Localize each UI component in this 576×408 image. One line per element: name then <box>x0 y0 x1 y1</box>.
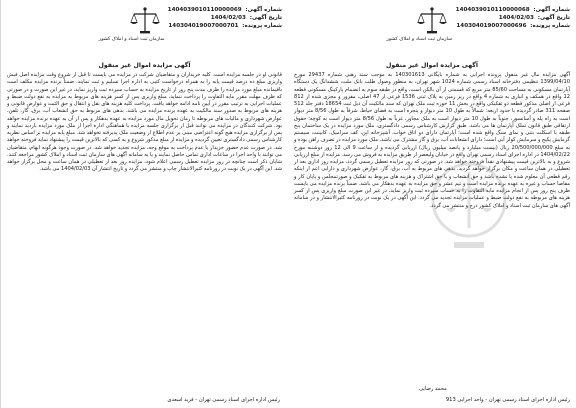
registry-emblem <box>386 6 452 43</box>
notice-meta <box>168 6 282 30</box>
file-number-row <box>456 22 570 30</box>
signature-name: محمد رضایی <box>419 386 447 392</box>
notice-footer: رئیس اداره اجرای اسناد رسمی تهران - فرید اسعدی <box>167 397 280 403</box>
scales-of-justice-icon <box>416 6 448 36</box>
ad-number-value: 1404039010110000069 <box>167 7 242 13</box>
ad-date-label: تاریخ آگهی: <box>249 15 282 21</box>
left-notice-sheet <box>0 0 286 408</box>
emblem-caption: سازمان ثبت اسناد و املاک کشور <box>98 37 165 42</box>
notice-title: آگهی مزایده اموال غیر منقول <box>98 62 191 69</box>
notice-header <box>7 4 282 62</box>
notice-body-text: آگهی مزایده مال غیر منقول پرونده اجرایی به شماره بایگانی 140301613 به موجب سند رهنی شماره 29437 مورخ 1399/04/10 تنظیمی دفترخانه اسناد رسمی شماره 1024 شهر تهران، به منظور وصول طلب بانک ملت، ششدانگ یک دستگاه آپارتمان مسکونی به مساحت 85/60 متر مربع که قسمتی از آن بالکن است، واقع در طبقه سوم به انضمام پارکینگ مسکونی قطعه 12 واقع در همکف و انباری به شماره 4 واقع در زیر زمین به پلاک ثبتی 1536 فرعی از 47 اصلی، مفروز و مجزی شده از 812 فرعی از اصلی مذکور قطعه دو تفکیکی واقع در بخش 11 حوزه ثبت ملک تهران که سند مالکیت آن ذیل ثبت 18654 دفتر جلد 512 صفحه 311 صادر گردیده با حدود اربعه: شمالاً به طول 10 متر دیوار و پنجره است به فضای حیاط، شرقاً به طول 8/56 متر دیوار است به راه پله و آسانسور، جنوباً به طول 10 متر دیوار است به ملک مجاور، غرباً به طول 8/56 متر دیوار است به کوچه؛ حقوق ارتفاقی طبق قانون تملک آپارتمان ها می باشد. طبق گزارش کارشناس رسمی دادگستری، ملک مورد مزایده در یک ساختمان پنج طبقه با اسکلت بتنی و نمای سنگ واقع شده است؛ آپارتمان دارای دو اتاق خواب، آشپزخانه اپن، کف سرامیک، کابینت، سیستم گرمایش پکیج و سرمایش کولر آبی است؛ دارای انشعابات آب، برق و گاز مشترک می باشد. ملک مورد مزایده در تصرف راهن بوده و به مبلغ 20/500/000/000 ریال (بیست میلیارد و پانصد میلیون ریال) ارزیابی گردیده و از ساعت 9 الی 12 روز دوشنبه مورخ 1404/02/22 در اداره اجرای اسناد رسمی تهران واقع در خیابان ولیعصر از طریق مزایده به فروش می رسد. مزایده از مبلغ ارزیابی شروع و به بالاترین قیمت پیشنهادی نقداً فروخته خواهد شد. در صورتی که روز مزایده تعطیل رسمی گردد، مزایده روز اداری بعد از تعطیلی در همان ساعت و مکان برگزار خواهد گردید. بدهی های مربوط به آب، برق، گاز، عوارض شهرداری و دارایی اعم از اینکه رقم قطعی آن معلوم شده یا نشده باشد و حق انشعاب و یا حق اشتراک و هزینه های مربوط به تفکیک و صورتمجلس و پایان کار و مفاصا حساب و غیره به عهده برنده مزایده است و نیم عشر و حق مزایده به عهده بدهکار می باشد. ضمناً برنده مزایده می بایست ظرف پنج روز پس از انجام مزایده مابه التفاوت را به حساب سپرده ثبت واریز نماید، در غیر این صورت مبلغ واریزی پس از کسر هزینه های مربوطه به نفع دولت ضبط و عملیات مزایده تجدید می گردد. این آگهی در یک نوبت در روزنامه کثیرالانتشار و در سامانه آگهی های سازمان ثبت اسناد و املاک کشور درج و منتشر می گردد. <box>294 72 571 209</box>
file-number-label: شماره پرونده: <box>530 23 570 29</box>
file-number-row <box>168 22 282 30</box>
ad-number-row <box>168 6 282 14</box>
ad-number-row <box>456 6 570 14</box>
ad-date-value: 1404/02/03 <box>498 15 534 21</box>
ad-date-row <box>456 14 570 22</box>
file-number-label: شماره پرونده: <box>242 23 282 29</box>
scales-of-justice-icon <box>129 6 161 36</box>
file-number-value: 140304019007000696 <box>456 23 527 29</box>
right-notice-sheet <box>290 0 576 408</box>
ad-number-value: 1404039010110000068 <box>455 7 530 13</box>
ad-date-value: 1404/02/03 <box>210 15 246 21</box>
notice-footer: رئیس اداره اجرای اسناد رسمی تهران - واحد اجرایی 913 <box>445 397 570 403</box>
file-number-value: 140304019007000701 <box>168 23 239 29</box>
ad-date-label: تاریخ آگهی: <box>537 15 570 21</box>
ad-number-label: شماره آگهی: <box>533 7 570 13</box>
notice-header <box>294 4 570 62</box>
notice-body-text: قانونی او در جلسه مزایده است. کلیه خریداران و متقاضیان شرکت در مزایده می بایست تا قبل از شروع وقت مزایده اصل فیش واریزی مبلغ ده درصد قیمت پایه را به همراه درخواست کتبی به اداره اجرا تسلیم و ثبت نمایند. ضمناً برنده مزایده مکلف است باقیمانده مبلغ مورد مزایده را ظرف مدت پنج روز از تاریخ مزایده به حساب سپرده ثبت واریز نماید، در غیر این صورت و در صورتی که ظرف مهلت مقرر مابه التفاوت را پرداخت ننماید، مبلغ واریزی پس از کسر هزینه های مربوط به مزایده به نفع دولت ضبط و عملیات اجرایی به ترتیب مقرر در آیین نامه ادامه خواهد یافت. پرداخت کلیه هزینه های نقل و انتقال و حق الثبت و عوارض قانونی و هزینه های مربوط به صدور سند مالکیت به عهده برنده مزایده می باشد. بدهی های مربوط به حق انشعاب آب، برق، گاز، تلفن، عوارض شهرداری و مالیات های مربوطه تا زمان تحویل مال مورد مزایده به عهده بدهکار و پس از آن به عهده برنده مزایده خواهد بود. شرکت کنندگان در مزایده می توانند قبل از برگزاری جلسه مزایده با هماهنگی اداره اجرا از ملک مورد مزایده بازدید نمایند و پس از برگزاری مزایده هیچ گونه اعتراضی مبنی بر عدم اطلاع از وضعیت ملک پذیرفته نخواهد شد. مبلغ پایه مزایده بر اساس نظریه کارشناس رسمی دادگستری تعیین گردیده و مزایده از مبلغ مذکور شروع و به کسی که بالاترین قیمت را پیشنهاد نماید فروخته خواهد شد. در صورت عدم حضور خریدار یا عدم پرداخت به موقع وجه، مزایده تجدید خواهد شد. در صورت وجود هرگونه ابهام، متقاضیان می توانند با واحد اجرا در ساعات اداری تماس حاصل نمایند و یا به سامانه آگهی های سازمان ثبت اسناد و املاک کشور مراجعه کنند. شایان ذکر است چنانچه در روز مزایده تعطیل رسمی اعلام شود، مزایده روز بعد از تعطیلی در همان ساعت و محل برگزار خواهد شد. این آگهی در یک نوبت در روزنامه کثیرالانتشار چاپ و منتشر می گردد و تاریخ انتشار آن 1404/02/03 می باشد. <box>7 72 282 173</box>
emblem-caption: سازمان ثبت اسناد و املاک کشور <box>386 37 452 42</box>
notice-meta <box>456 6 570 30</box>
notice-title: آگهی مزایده اموال غیر منقول <box>385 62 478 69</box>
registry-emblem <box>98 6 165 43</box>
ad-date-row <box>168 14 282 22</box>
ad-number-label: شماره آگهی: <box>245 7 282 13</box>
